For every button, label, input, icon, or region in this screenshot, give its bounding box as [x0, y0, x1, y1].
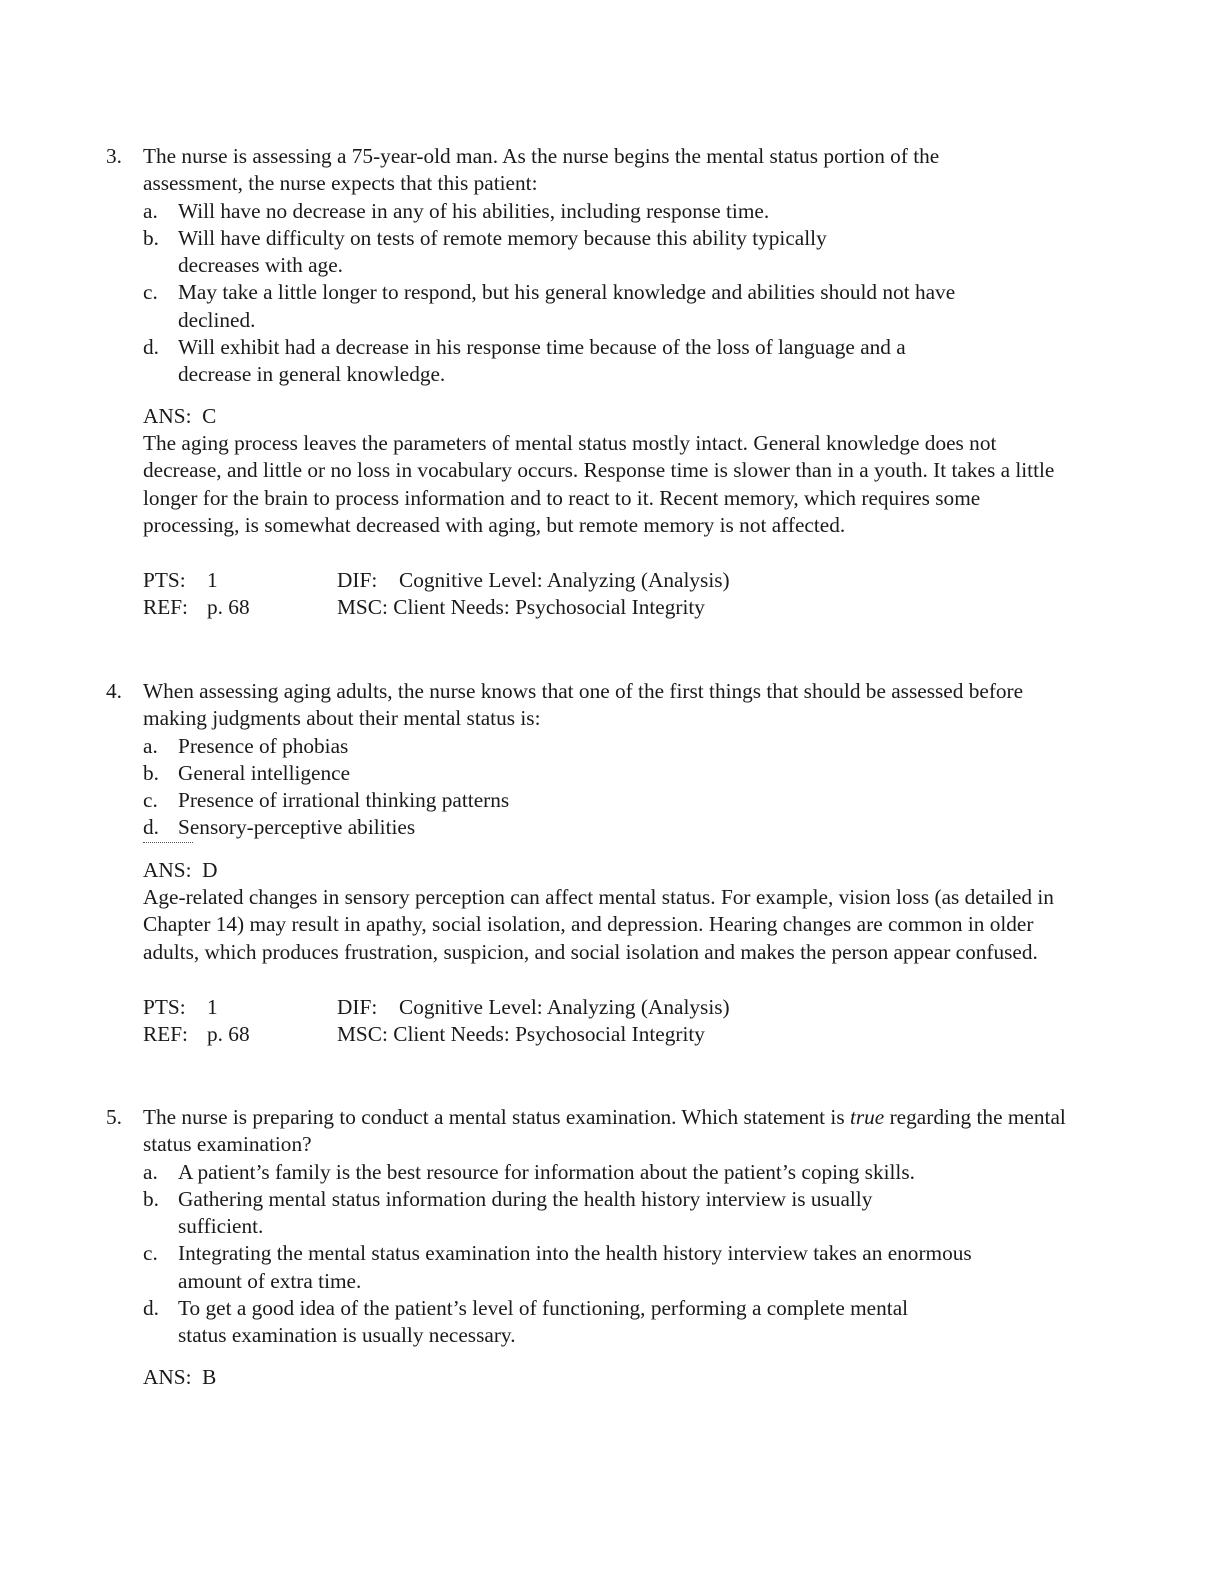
stem-emphasis: true [849, 1105, 885, 1129]
ref-label: REF: [143, 1022, 188, 1047]
option-text: Integrating the mental status examination into the health history interview takes an enormous amount of extra time. [178, 1241, 972, 1293]
rationale: The aging process leaves the parameters of mental status mostly intact. General knowledge does not decrease, and little or no loss in vocabulary occurs. Response time is slower than in a youth. It takes a little longer for the brain to process information and to react to it. Recent memory, which requires some processing, is somewhat decreased with aging, but remote memory is not affected. [143, 430, 1055, 537]
option-d [143, 1295, 1086, 1350]
option-letter: c. [143, 280, 158, 305]
msc-label: MSC: [337, 1022, 388, 1047]
pts-label: PTS: [143, 568, 186, 593]
ref-value: p. 68 [207, 1022, 250, 1047]
option-text: General intelligence [178, 760, 351, 785]
option-text: Presence of phobias [178, 733, 349, 758]
rationale: Age-related changes in sensory perception can affect mental status. For example, vision loss (as detailed in Chapter 14) may result in apathy, social isolation, and depression. Hearing changes are common in older adults, which produces frustration, suspicion, and social isolation and makes the person appear confused. [143, 885, 1054, 964]
ref-label: REF: [143, 595, 188, 620]
option-letter: d. [143, 1296, 159, 1321]
question-5 [106, 1104, 1086, 1391]
option-letter: b. [143, 760, 159, 785]
option-text: To get a good idea of the patient’s level of functioning, performing a complete mental status examination is usually necessary. [178, 1296, 909, 1348]
option-c [143, 279, 1086, 334]
dif-value: Cognitive Level: Analyzing (Analysis) [399, 994, 730, 1019]
question-number: 3. [106, 144, 122, 168]
option-b [143, 1186, 1086, 1241]
option-text: Presence of irrational thinking patterns [178, 788, 510, 813]
msc-label: MSC: [337, 595, 388, 620]
option-d [143, 814, 1086, 842]
option-text: May take a little longer to respond, but his general knowledge and abilities should not have declined. [178, 280, 956, 332]
dif-value: Cognitive Level: Analyzing (Analysis) [399, 568, 730, 593]
stem-text: regarding the mental status examination? [143, 1105, 1066, 1157]
pts-label: PTS: [143, 994, 186, 1019]
dif-label: DIF: [337, 568, 378, 593]
option-b [143, 225, 1086, 280]
question-metadata [143, 567, 1086, 622]
option-letter: c. [143, 1241, 158, 1266]
option-text: Will exhibit had a decrease in his response time because of the loss of language and a decrease in general knowledge. [178, 335, 906, 387]
question-stem: The nurse is assessing a 75-year-old man. As the nurse begins the mental status portion of the assessment, the nurse expects that this patient: [143, 144, 940, 196]
option-d [143, 334, 1086, 389]
answer-key: ANS: D [143, 857, 218, 882]
option-c [143, 787, 1086, 814]
option-text: Sensory-perceptive abilities [178, 815, 416, 840]
answer-options [143, 198, 1086, 389]
stem-text: The nurse is preparing to conduct a mental status examination. Which statement is [143, 1105, 850, 1129]
question-number: 4. [106, 679, 122, 703]
answer-block [143, 1364, 1086, 1391]
pts-value: 1 [207, 568, 218, 593]
question-metadata [143, 994, 1086, 1049]
option-letter: b. [143, 1186, 159, 1211]
msc-value: Client Needs: Psychosocial Integrity [393, 595, 705, 620]
question-3 [106, 143, 1086, 622]
answer-key: ANS: B [143, 1364, 217, 1389]
option-text: Will have no decrease in any of his abilities, including response time. [178, 198, 770, 223]
pts-value: 1 [207, 994, 218, 1019]
option-c [143, 1240, 1086, 1295]
option-letter: a. [143, 733, 158, 758]
option-letter: a. [143, 1159, 158, 1184]
option-letter: b. [143, 225, 159, 250]
answer-options [143, 1159, 1086, 1350]
option-letter: d. [143, 335, 159, 360]
option-a [143, 1159, 1086, 1186]
option-letter: a. [143, 198, 158, 223]
answer-block [143, 857, 1086, 966]
option-letter: d. [143, 814, 193, 842]
option-b [143, 760, 1086, 787]
option-letter: c. [143, 788, 158, 813]
question-4 [106, 678, 1086, 1049]
answer-block [143, 403, 1086, 539]
answer-options [143, 733, 1086, 843]
option-text: Gathering mental status information during the health history interview is usually sufficient. [178, 1186, 873, 1239]
option-text: A patient’s family is the best resource for information about the patient’s coping skills. [178, 1159, 915, 1184]
msc-value: Client Needs: Psychosocial Integrity [393, 1022, 705, 1047]
dif-label: DIF: [337, 994, 378, 1019]
option-a [143, 198, 1086, 225]
question-number: 5. [106, 1105, 122, 1129]
ref-value: p. 68 [207, 595, 250, 620]
option-text: Will have difficulty on tests of remote memory because this ability typically decreases with age. [178, 225, 827, 278]
option-a [143, 733, 1086, 760]
question-stem: When assessing aging adults, the nurse knows that one of the first things that should be assessed before making judgments about their mental status is: [143, 679, 1024, 731]
question-stem [143, 1104, 1078, 1159]
answer-key: ANS: C [143, 403, 217, 428]
